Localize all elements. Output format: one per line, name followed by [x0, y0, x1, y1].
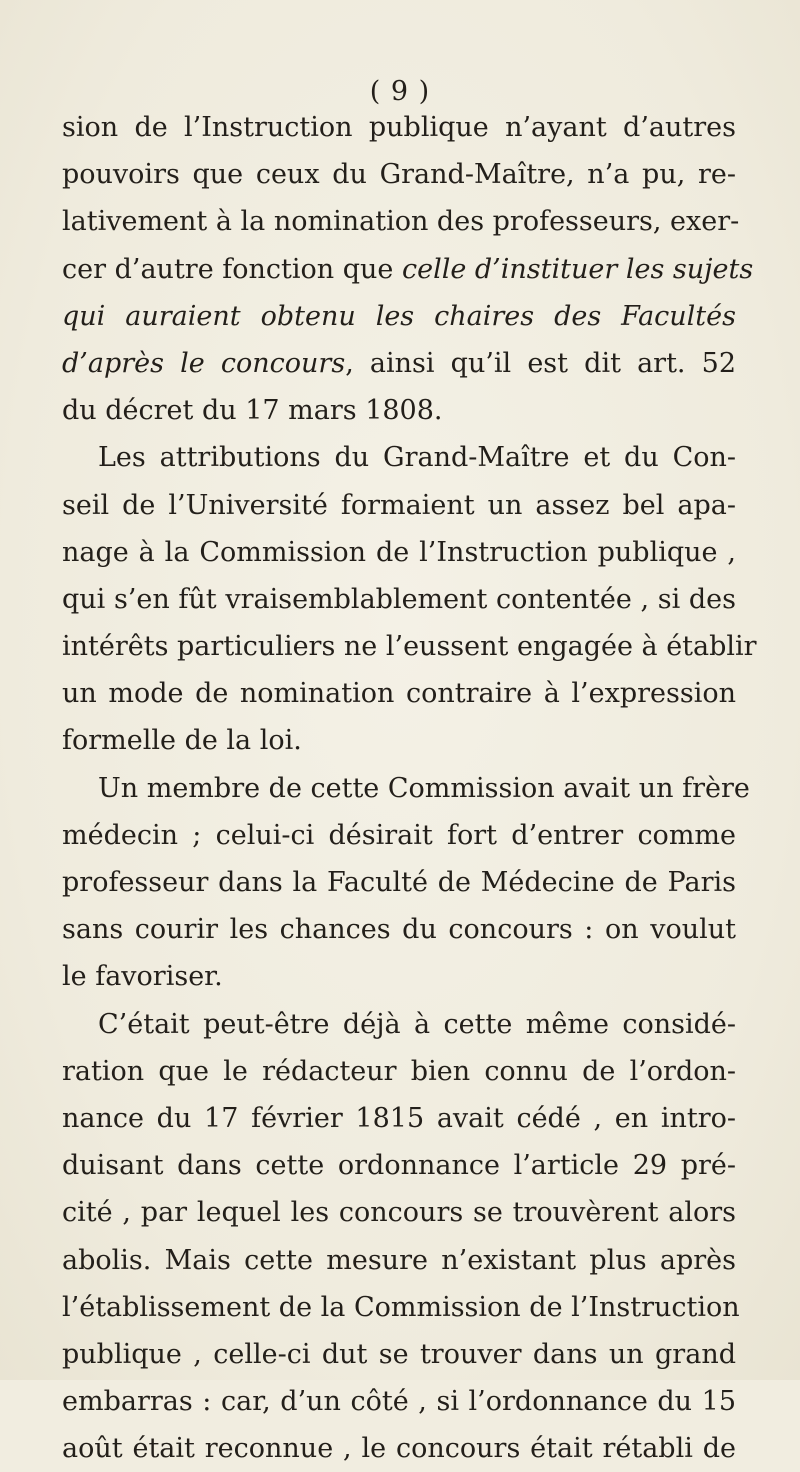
text-segment: Les attributions du Grand-Maître et du Con- [98, 442, 736, 474]
text-line [62, 482, 736, 529]
text-segment: cer d’autre fonction que [62, 253, 402, 285]
text-line [62, 198, 740, 245]
text-line [62, 1284, 740, 1331]
text-line [62, 1142, 736, 1189]
text-line [62, 812, 736, 859]
text-line [62, 623, 757, 670]
text-line [62, 953, 736, 1000]
text-segment: cité , par lequel les concours se trouvèrent alors [62, 1197, 736, 1229]
text-segment: duisant dans cette ordonnance l’article 29 pré- [62, 1150, 736, 1182]
text-segment: intérêts particuliers ne l’eussent engagée à établir [62, 631, 757, 663]
text-line [62, 1425, 736, 1472]
text-segment: sion de l’Instruction publique n’ayant d’autres [62, 112, 736, 143]
text-line [62, 340, 736, 387]
text-segment: du décret du 17 mars 1808. [62, 395, 443, 427]
body-text [62, 104, 757, 1472]
text-segment: nage à la Commission de l’Instruction publique , [62, 536, 736, 568]
text-segment: formelle de la loi. [62, 725, 302, 757]
text-line [62, 906, 736, 953]
italic-text: qui auraient obtenu les chaires des Facultés [62, 300, 736, 332]
text-segment: seil de l’Université formaient un assez bel apa- [62, 489, 736, 521]
text-line [62, 293, 736, 340]
text-segment: publique , celle-ci dut se trouver dans un grand [62, 1338, 736, 1370]
text-segment: C’était peut-être déjà à cette même considé- [98, 1008, 736, 1040]
text-line [62, 1001, 736, 1048]
text-segment: qui s’en fût vraisemblablement contentée , si des [62, 583, 736, 615]
text-segment: août était reconnue , le concours était rétabli de [62, 1433, 736, 1465]
text-line [62, 246, 754, 293]
text-line [62, 670, 736, 717]
text-segment: embarras : car, d’un côté , si l’ordonnance du 15 [62, 1386, 736, 1418]
text-line [62, 1095, 736, 1142]
text-line [62, 1048, 736, 1095]
text-segment: pouvoirs que ceux du Grand-Maître, n’a pu, re- [62, 159, 736, 191]
text-segment: lativement à la nomination des professeurs, exer- [62, 206, 740, 238]
text-line [62, 1378, 736, 1425]
text-line [62, 576, 736, 623]
text-line [62, 1237, 736, 1284]
text-segment: le favoriser. [62, 961, 223, 993]
text-line [62, 859, 736, 906]
text-line [62, 151, 736, 198]
text-line [62, 434, 736, 481]
text-segment: l’établissement de la Commission de l’Instruction [62, 1291, 740, 1323]
text-segment: un mode de nomination contraire à l’expression [62, 678, 736, 710]
text-segment: abolis. Mais cette mesure n’existant plus après [62, 1244, 736, 1276]
page-number: ( 9 ) [369, 76, 431, 107]
text-line [62, 717, 736, 764]
italic-text: celle d’instituer les sujets [401, 253, 754, 285]
text-segment: médecin ; celui-ci désirait fort d’entrer comme [62, 819, 736, 851]
text-segment: ration que le rédacteur bien connu de l’ordon- [62, 1055, 736, 1087]
text-segment: professeur dans la Faculté de Médecine de Paris [62, 867, 736, 898]
text-segment: sans courir les chances du concours : on voulut [62, 914, 736, 946]
text-line [62, 1189, 736, 1236]
italic-text: d’après le concours [62, 347, 346, 379]
text-line [62, 387, 736, 434]
text-segment: nance du 17 février 1815 avait cédé , en intro- [62, 1102, 736, 1134]
text-line [62, 104, 736, 151]
text-line [62, 765, 750, 812]
text-line [62, 1331, 736, 1378]
text-segment: Un membre de cette Commission avait un frère [98, 772, 750, 804]
text-segment: , ainsi qu’il est dit art. 52 [345, 347, 737, 379]
text-line [62, 529, 736, 576]
